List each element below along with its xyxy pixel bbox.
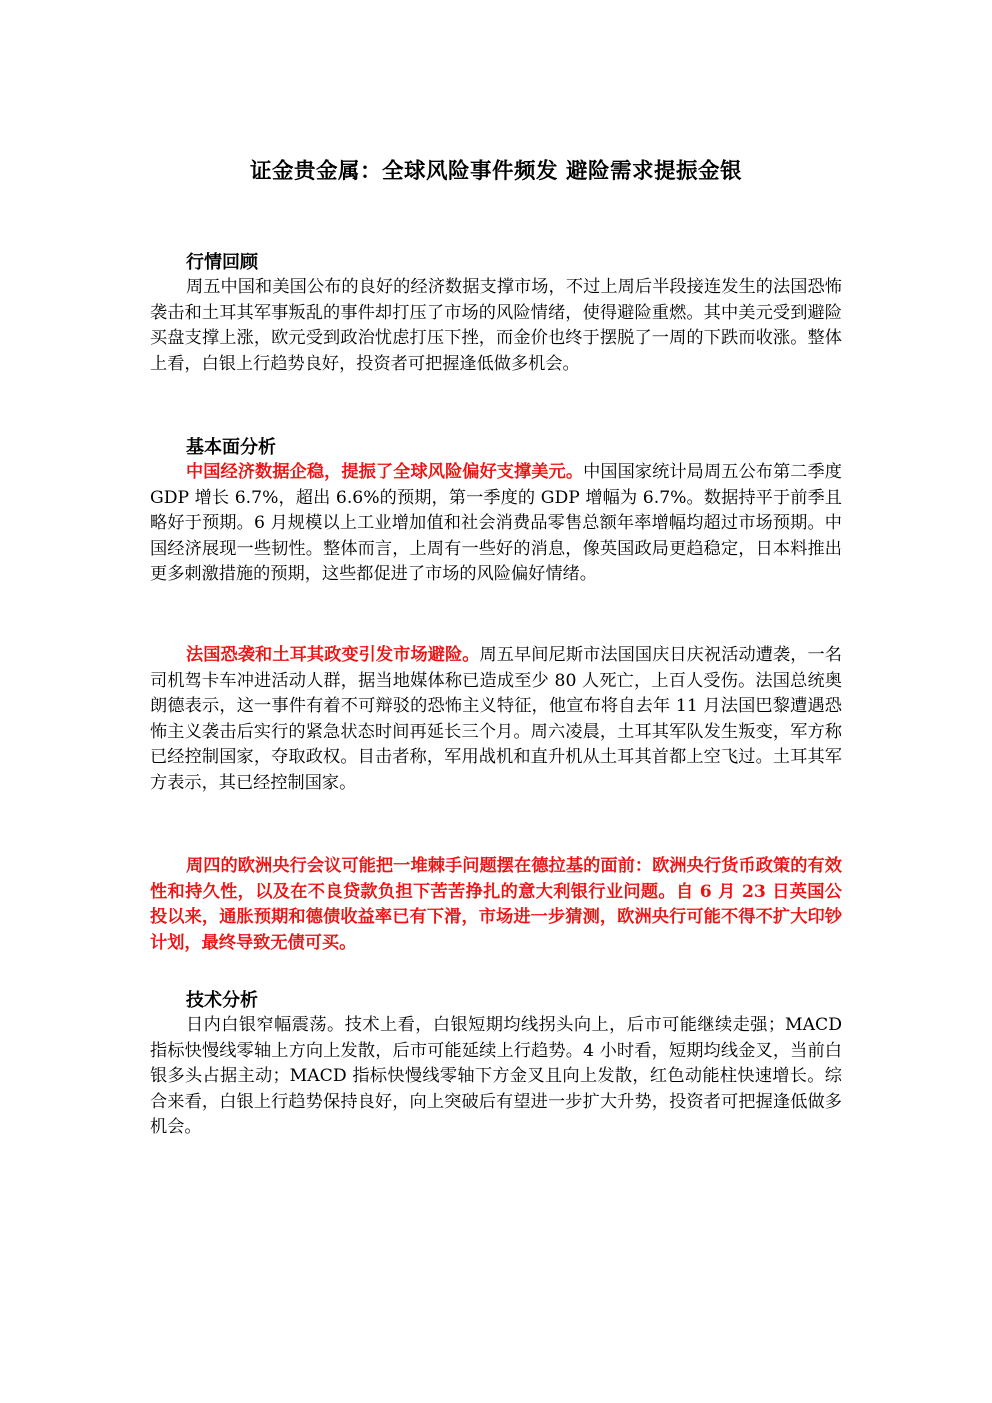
document-title: 证金贵金属：全球风险事件频发 避险需求提振金银 [250,159,742,184]
paragraph-china-data [150,460,842,588]
paragraph-lead-china-data: 中国经济数据企稳，提振了全球风险偏好支撑美元。 [186,462,584,482]
section-heading-fundamentals: 基本面分析 [186,437,276,458]
section-heading-technical: 技术分析 [186,990,258,1011]
paragraph-text: 周五中国和美国公布的良好的经济数据支撑市场，不过上周后半段接连发生的法国恐怖袭击和土耳其军事叛乱的事件却打压了市场的风险情绪，使得避险重燃。其中美元受到避险买盘支撑上涨，欧元受到政治忧虑打压下挫，而金价也终于摆脱了一周的下跌而收涨。整体上看，白银上行趋势良好，投资者可把握逢低做多机会。 [150,277,842,374]
paragraph-text: 中国国家统计局周五公布第二季度 GDP 增长 6.7%，超出 6.6%的预期，第一季度的 GDP 增幅为 6.7%。数据持平于前季且略好于预期。6 月规模以上工业增加值和社会消费品零售总额年率增幅均超过市场预期。中国经济展现一些韧性。整体而言，上周有一些好的消息，像英国政局更趋稳定，日本料推出更多刺激措施的预期，这些都促进了市场的风险偏好情绪。 [150,462,842,584]
paragraph-market-review [150,275,842,377]
paragraph-ecb-meeting [150,854,842,956]
section-heading-market-review: 行情回顾 [186,252,258,273]
paragraph-text: 周四的欧洲央行会议可能把一堆棘手问题摆在德拉基的面前：欧洲央行货币政策的有效性和持久性，以及在不良贷款负担下苦苦挣扎的意大利银行业问题。自 6 月 23 日英国公投以来，通胀预期和德债收益率已有下滑，市场进一步猜测，欧洲央行可能不得不扩大印钞计划，最终导致无债可买。 [150,856,842,953]
paragraph-text: 日内白银窄幅震荡。技术上看，白银短期均线拐头向上，后市可能继续走强；MACD 指标快慢线零轴上方向上发散，后市可能延续上行趋势。4 小时看，短期均线金叉，当前白银多头占据主动；MACD 指标快慢线零轴下方金叉且向上发散，红色动能柱快速增长。综合来看，白银上行趋势保持良好，向上突破后有望进一步扩大升势，投资者可把握逢低做多机会。 [150,1015,842,1137]
paragraph-technical [150,1013,842,1141]
paragraph-france-turkey [150,643,842,796]
paragraph-lead-france-turkey: 法国恐袭和土耳其政变引发市场避险。 [186,645,480,665]
paragraph-text: 周五早间尼斯市法国国庆日庆祝活动遭袭，一名司机驾卡车冲进活动人群，据当地媒体称已造成至少 80 人死亡，上百人受伤。法国总统奥朗德表示，这一事件有着不可辩驳的恐怖主义特征，他宣布将自去年 11 月法国巴黎遭遇恐怖主义袭击后实行的紧急状态时间再延长三个月。周六凌晨，土耳其军队发生叛变，军方称已经控制国家，夺取政权。目击者称，军用战机和直升机从土耳其首都上空飞过。土耳其军方表示，其已经控制国家。 [150,645,842,793]
